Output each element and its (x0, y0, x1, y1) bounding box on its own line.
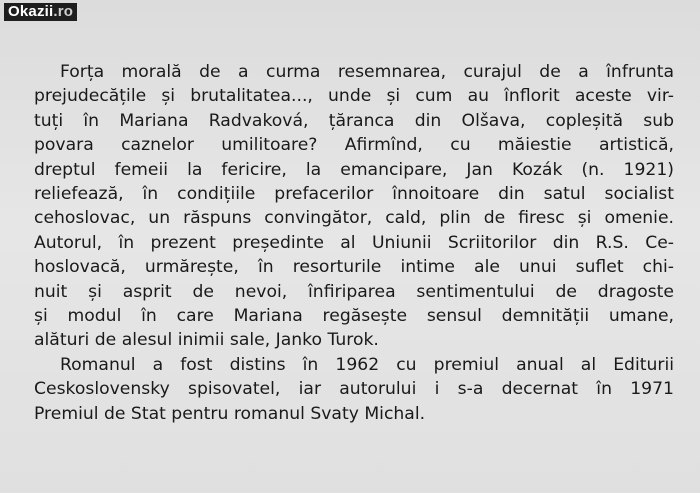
text-line: și modul în care Mariana regăsește sensul demnității umane, (34, 306, 674, 327)
text-line: nuit și asprit de nevoi, înfiriparea sentimentului de dragoste (34, 281, 674, 302)
text-line: povara caznelor umilitoare? Afirmînd, cu măiestie artistică, (34, 135, 674, 156)
text-line: Premiul de Stat pentru romanul Svaty Michal. (34, 403, 426, 424)
text-line: reliefează, în condițiile prefacerilor înnoitoare din satul socialist (34, 184, 674, 205)
text-line: Romanul a fost distins în 1962 cu premiul anual al Editurii (60, 354, 674, 375)
paragraph-award (34, 353, 674, 426)
text-line: prejudecățile și brutalitatea..., unde și cum au înflorit aceste vir- (34, 86, 674, 107)
text-line: Forța morală de a curma resemnarea, curajul de a înfrunta (60, 62, 674, 82)
text-line: Ceskoslovensky spisovatel, iar autorului i s-a decernat în 1971 (34, 379, 674, 400)
text-line: alături de alesul inimii sale, Janko Turok. (34, 330, 379, 351)
paragraph-synopsis (34, 60, 674, 353)
okazii-watermark-logo (4, 3, 77, 21)
text-line: tuți în Mariana Radvaková, țăranca din Olšava, copleșită sub (34, 110, 674, 131)
text-line: hoslovacă, urmărește, în resorturile intime ale unui suflet chi- (34, 257, 674, 278)
watermark-tld: .ro (53, 3, 74, 20)
book-description (34, 60, 674, 426)
text-line: Autorul, în prezent președinte al Uniunii Scriitorilor din R.S. Ce- (34, 232, 674, 253)
watermark-brand: Okazii (8, 3, 54, 20)
text-line: dreptul femeii la fericire, la emancipare, Jan Kozák (n. 1921) (34, 159, 674, 180)
text-line: cehoslovac, un răspuns convingător, cald, plin de firesc și omenie. (34, 208, 674, 229)
